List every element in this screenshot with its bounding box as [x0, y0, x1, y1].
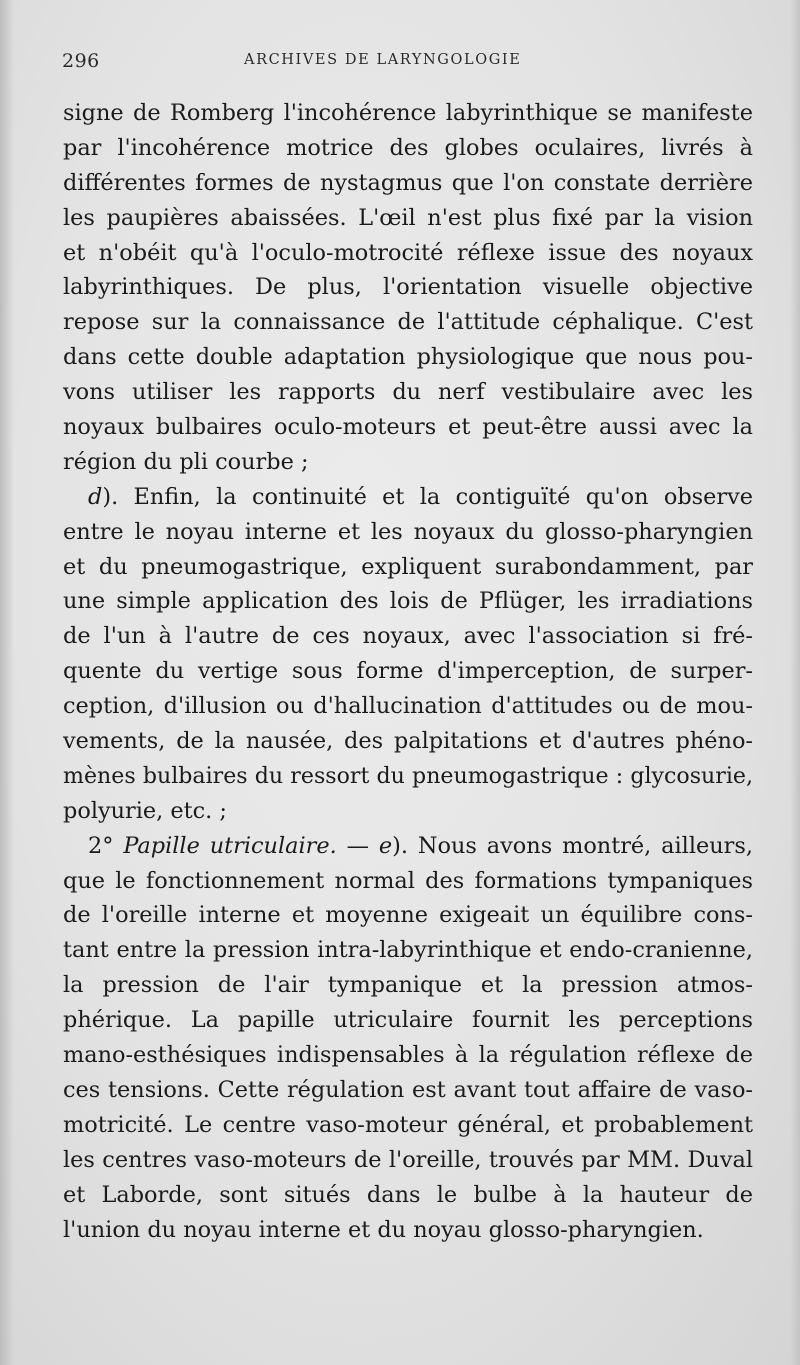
text-line: la pression de l'air tympanique et la pression atmos-	[63, 972, 753, 999]
text-line: par l'incohérence motrice des globes oculaires, livrés à	[63, 134, 753, 161]
text-line: et Laborde, sont situés dans le bulbe à la hauteur de	[63, 1181, 753, 1208]
enumeration-label: d	[88, 483, 103, 510]
text-line: différentes formes de nystagmus que l'on constate derrière	[63, 169, 753, 196]
text-line: tant entre la pression intra-labyrinthique et endo-cranienne,	[63, 937, 753, 964]
text-line: les paupières abaissées. L'œil n'est plus fixé par la vision	[63, 204, 753, 231]
text-line: labyrinthiques. De plus, l'orientation visuelle objective	[63, 274, 753, 301]
text-line: noyaux bulbaires oculo-moteurs et peut-être aussi avec la	[63, 414, 753, 441]
text-line: dans cette double adaptation physiologique que nous pou-	[63, 344, 753, 371]
text-line: entre le noyau interne et les noyaux du glosso-pharyngien	[63, 518, 753, 545]
page-number: 296	[62, 50, 100, 72]
text-line: vons utiliser les rapports du nerf vestibulaire avec les	[63, 379, 753, 406]
first-line-text: Enfin, la continuité et la contiguïté qu'on observe	[118, 483, 753, 510]
section-heading: Papille utriculaire.	[123, 832, 337, 859]
text-line: et n'obéit qu'à l'oculo-motrocité réflexe issue des noyaux	[63, 239, 753, 266]
enumeration-suffix: ).	[102, 483, 119, 510]
heading-dash: —	[336, 832, 379, 859]
text-line: et du pneumogastrique, expliquent surabondamment, par	[63, 553, 753, 580]
text-line: mènes bulbaires du ressort du pneumogastrique : glycosurie,	[63, 762, 753, 789]
text-line: de l'un à l'autre de ces noyaux, avec l'association si fré-	[63, 623, 753, 650]
text-line: repose sur la connaissance de l'attitude céphalique. C'est	[63, 309, 753, 336]
text-line: de l'oreille interne et moyenne exigeait un équilibre cons-	[63, 902, 753, 929]
enumeration-suffix: ).	[392, 832, 409, 859]
text-line: polyurie, etc. ;	[63, 797, 227, 824]
text-line: quente du vertige sous forme d'imperception, de surper-	[63, 658, 753, 685]
page-edge-shadow-right	[790, 0, 800, 1365]
text-line: une simple application des lois de Pflüger, les irradiations	[63, 588, 753, 615]
journal-title: ARCHIVES DE LARYNGOLOGIE	[244, 52, 522, 68]
paragraph-first-line	[63, 480, 753, 515]
text-line: région du pli courbe ;	[63, 448, 309, 475]
text-line: ces tensions. Cette régulation est avant tout affaire de vaso-	[63, 1076, 753, 1103]
text-line: que le fonctionnement normal des formations tympaniques	[63, 867, 753, 894]
first-line-text: Nous avons montré, ailleurs,	[408, 832, 753, 859]
text-line: l'union du noyau interne et du noyau glosso-pharyngien.	[63, 1216, 704, 1243]
text-line: phérique. La papille utriculaire fournit les perceptions	[63, 1007, 753, 1034]
text-line: ception, d'illusion ou d'hallucination d'attitudes ou de mou-	[63, 693, 753, 720]
text-line: vements, de la nausée, des palpitations et d'autres phéno-	[63, 728, 753, 755]
body-text	[63, 96, 753, 1247]
text-line: les centres vaso-moteurs de l'oreille, trouvés par MM. Duval	[63, 1146, 753, 1173]
text-line: mano-esthésiques indispensables à la régulation réflexe de	[63, 1042, 753, 1069]
text-line: signe de Romberg l'incohérence labyrinthique se manifeste	[63, 100, 753, 126]
enumeration-label: e	[378, 832, 393, 859]
text-line: motricité. Le centre vaso-moteur général, et probablement	[63, 1111, 753, 1138]
paragraph-first-line	[63, 829, 753, 864]
running-head	[62, 50, 742, 74]
section-number: 2°	[88, 832, 114, 859]
page-edge-shadow-left	[0, 0, 14, 1365]
